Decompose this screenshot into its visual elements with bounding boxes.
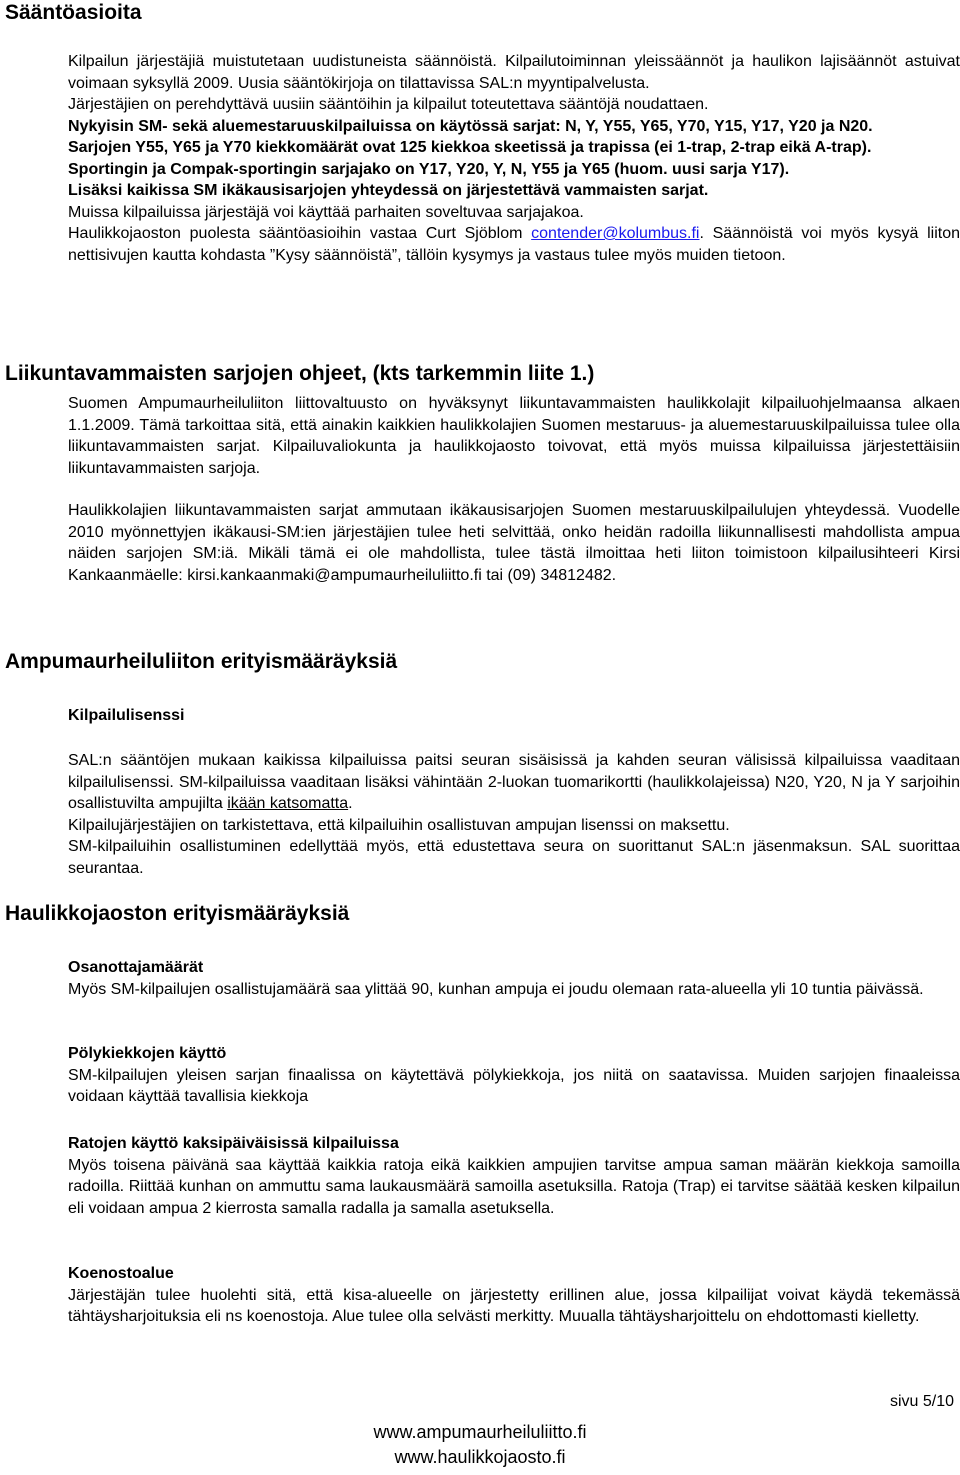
section-title-saantoasioita: Sääntöasioita [5, 1, 142, 24]
item-text: Myös SM-kilpailujen osallistujamäärä saa ylittää 90, kunhan ampuja ei joudu olemaan rata-alueella yli 10 tuntia päivässä. [68, 980, 924, 998]
section-kilpailulisenssi-body [68, 750, 960, 879]
underlined-text: ikään katsomatta [227, 795, 349, 812]
paragraph: Muissa kilpailuissa järjestäjä voi käyttää parhaiten soveltuvaa sarjajakoa. [68, 203, 584, 221]
paragraph: Kilpailun järjestäjiä muistutetaan uudistuneista säännöistä. Kilpailutoiminnan yleissäännöt ja haulikon lajisäännöt astuivat voimaan syksyllä 2009. Uusia sääntökirjoja on tilattavissa SAL:n myyntipalvelusta. [68, 53, 960, 92]
section-liikuntavammaisten-body [68, 393, 960, 586]
item-heading: Koenostoalue [68, 1265, 174, 1282]
bold-paragraph: Nykyisin SM- sekä aluemestaruuskilpailuissa on käytössä sarjat: N, Y, Y55, Y65, Y70, Y15, Y17, Y20 ja N20. [68, 117, 873, 135]
section-title-liikuntavammaisten: Liikuntavammaisten sarjojen ohjeet, (kts tarkemmin liite 1.) [5, 362, 595, 385]
item-text: Järjestäjän tulee huolehti sitä, että kisa-alueelle on järjestetty erillinen alue, jossa kilpailijat voivat käydä tekemässä tähtäysharjoituksia eli ns koenostoja. Alue tulee olla selvästi merkitty. Muualla tähtäysharjoittelu on ehdottomasti kielletty. [68, 1286, 960, 1325]
section-item-koenostoalue [68, 1263, 960, 1328]
section-title-ampumaurheiluliitto: Ampumaurheiluliiton erityismääräyksiä [5, 650, 398, 673]
bold-paragraph: Lisäksi kaikissa SM ikäkausisarjojen yhteydessä on järjestettävä vammaisten sarjat. [68, 182, 709, 199]
bold-paragraph: Sportingin ja Compak-sportingin sarjajako on Y17, Y20, Y, N, Y55 ja Y65 (huom. uusi sarja Y17). [68, 160, 790, 178]
paragraph: Kilpailujärjestäjien on tarkistettava, että kilpailuihin osallistuvan ampujan lisenssi on maksettu. [68, 816, 730, 834]
footer-url-haulikkojaosto[interactable]: www.haulikkojaosto.fi [394, 1447, 566, 1467]
item-text: SM-kilpailujen yleisen sarjan finaalissa on käytettävä pölykiekkoja, jos niitä on saatavissa. Muiden sarjojen finaaleissa voidaan käyttää tavallisia kiekkoja [68, 1066, 960, 1105]
paragraph: Järjestäjien on perehdyttävä uusiin sääntöihin ja kilpailut toteutettava sääntöjä noudattaen. [68, 96, 709, 113]
text-span: . Säännöistä voi myös kysyä liiton nettisivujen kautta kohdasta ”Kysy säännöistä”, tällöin kysymys ja vastaus tulee myös muiden tietoon. [68, 225, 960, 264]
paragraph: Suomen Ampumaurheiluliiton liittovaltuusto on hyväksynyt liikuntavammaisten haulikkolajit kilpailuohjelmaansa alkaen 1.1.2009. Tämä tarkoittaa sitä, että ainakin kaikkien haulikkolajien Suomen mestaruus- ja aluemestaruuskilpailuissa tulee olla liikuntavammaisten sarjat. Kilpailuvaliokunta ja haulikkojaosto toivovat, että myös muissa kilpailuissa järjestettäisiin liikuntavammaisten sarjoja. [68, 395, 960, 477]
item-heading: Ratojen käyttö kaksipäiväisissä kilpailuissa [68, 1135, 399, 1152]
footer-url-ampumaurheiluliitto[interactable]: www.ampumaurheiluliitto.fi [373, 1422, 587, 1442]
section-item-osanottajamaarat [68, 957, 960, 1000]
section-item-ratojen-kaytto [68, 1133, 960, 1219]
text-span: Haulikkojaoston puolesta sääntöasioihin vastaa Curt Sjöblom [68, 225, 532, 242]
paragraph [68, 750, 960, 815]
section-item-polykiekot [68, 1043, 960, 1108]
paragraph [68, 223, 960, 266]
item-heading: Pölykiekkojen käyttö [68, 1045, 227, 1062]
item-text: Myös toisena päivänä saa käyttää kaikkia ratoja eikä kaikkien ampujien tarvitse ampua saman määrän kiekkoja samoilla radoilla. Riittää kunhan on ammuttu sama laukausmäärä samoilla asetuksilla. Ratoja (Trap) ei tarvitse säätää kesken kilpailun eli voidaan ampua 2 kierrosta samalla radalla ja samalla asetuksella. [68, 1156, 960, 1217]
page-number: sivu 5/10 [889, 1393, 954, 1410]
text-span: SAL:n sääntöjen mukaan kaikissa kilpailuissa paitsi seuran sisäisissä ja kahden seuran välisissä kilpailuissa vaaditaan kilpailulisenssi. SM-kilpailuissa vaaditaan lisäksi vähintään 2-luokan tuomarikortti (haulikkolajeissa) N20, Y20, N ja Y sarjoihin osallistuvilta ampujilta [68, 752, 960, 812]
email-link[interactable]: contender@kolumbus.fi [531, 225, 700, 242]
section-saantoasioita-body [68, 51, 960, 266]
paragraph: SM-kilpailuihin osallistuminen edellyttää myös, että edustettava seura on suorittanut SAL:n jäsenmaksun. SAL suorittaa seurantaa. [68, 838, 960, 877]
section-title-haulikkojaosto: Haulikkojaoston erityismääräyksiä [5, 902, 350, 925]
subheading-kilpailulisenssi: Kilpailulisenssi [68, 707, 185, 724]
bold-paragraph: Sarjojen Y55, Y65 ja Y70 kiekkomäärät ovat 125 kiekkoa skeetissä ja trapissa (ei 1-trap, 2-trap eikä A-trap). [68, 139, 872, 156]
item-heading: Osanottajamäärät [68, 959, 204, 976]
text-span: . [348, 795, 353, 812]
paragraph: Haulikkolajien liikuntavammaisten sarjat ammutaan ikäkausisarjojen Suomen mestaruuskilpailulujen yhteydessä. Vuodelle 2010 myönnettyjen ikäkausi-SM:ien järjestäjien tulee heti selvittää, onko heidän radoilla liikunnallisesti mahdollista ampua näiden sarjojen SM:iä. Mikäli tämä ei ole mahdollista, tulee tästä ilmoittaa heti liiton toimistoon kilpailusihteeri Kirsi Kankaanmäelle: kirsi.kankaanmaki@ampumaurheiluliitto.fi tai (09) 34812482. [68, 502, 960, 584]
